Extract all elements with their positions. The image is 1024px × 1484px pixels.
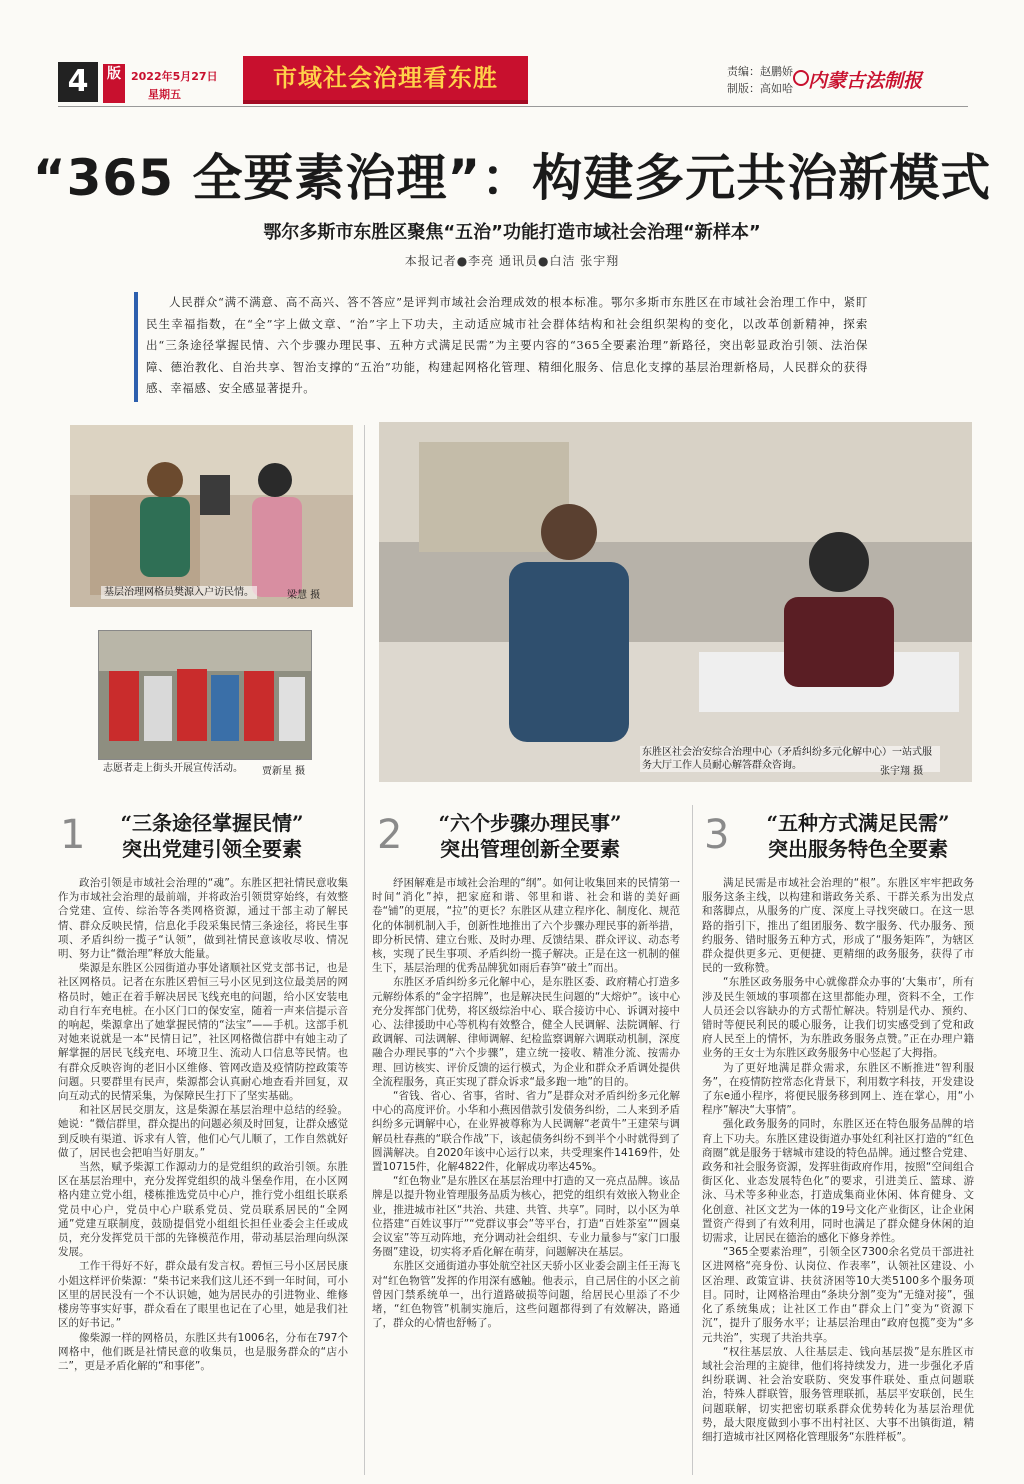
paragraph: 政治引领是市域社会治理的“魂”。东胜区把社情民意收集作为市域社会治理的最前端，并将政治引领贯穿始终，有效整合党建、宣传、综治等各类网格资源，通过干部主动了解民情、群众反映民情，信息化手段采集民情三条途径，将民生事项、矛盾纠纷一揽子“认领”，做到社情民意该收尽收、情况明、努力让“微治理”释放大能量。 — [58, 877, 348, 961]
article-title: “365 全要素治理”：构建多元共治新模式 — [32, 149, 992, 207]
newspaper-logo-icon — [793, 70, 809, 86]
section-title-line1: “五种方式满足民需” — [766, 811, 950, 835]
section-title-line2: 突出管理创新全要素 — [440, 837, 620, 861]
column-divider — [364, 425, 365, 1475]
header-rule — [58, 106, 968, 107]
photo-credit: 梁慧 摄 — [287, 590, 321, 601]
newspaper-name: 内蒙古法制报 — [808, 70, 923, 92]
photo-caption: 志愿者走上街头开展宣传活动。 — [103, 763, 243, 774]
photo-credit: 张宇翔 摄 — [880, 766, 924, 777]
section-body — [372, 876, 680, 1476]
paragraph: 工作干得好不好，群众最有发言权。碧恒三号小区居民康小姐这样评价柴源：“柴书记来我们这儿还不到一年时间，可小区里的居民没有一个不认识她，她为居民办的引进物业、维修楼房等事实好事，群众看在了眼里也记在了心里，她是我们社区的好书记。” — [58, 1260, 348, 1330]
paragraph: “权往基层放、人往基层走、钱向基层拨”是东胜区市域社会治理的主旋律，他们将持续发力，进一步强化矛盾纠纷联调、社会治安联防、突发事件联处、重点问题联治，特殊人群联管，服务管理联抓，基层平安联创，民生问题联解，切实把密切联系群众优势转化为基层治理优势，最大限度做到小事不出村社区、大事不出镇街道，精细打造城市社区网格化管理服务“东胜样板”。 — [702, 1345, 974, 1443]
photo-volunteers — [98, 630, 312, 760]
article-subtitle: 鄂尔多斯市东胜区聚焦“五治”功能打造市域社会治理“新样本” — [263, 222, 761, 243]
column-divider — [692, 805, 693, 1475]
article-intro: 人民群众“满不满意、高不高兴、答不答应”是评判市域社会治理成效的根本标准。鄂尔多斯市东胜区在市域社会治理工作中，紧盯民生幸福指数，在“全”字上做文章、“治”字上下功夫，主动适应城市社会群体结构和社会组织架构的变化，以改革创新精神，探索出“三条途径掌握民情、六个步骤办理民事、五种方式满足民需”为主要内容的“365全要素治理”新路径，突出彰显政治引领、法治保障、德治教化、自治共享、智治支撑的“五治”功能，构建起网格化管理、精细化服务、信息化支撑的基层治理新格局，人民群众的获得感、幸福感、安全感显著提升。 — [146, 295, 868, 395]
section-title-line1: “三条途径掌握民情” — [120, 811, 304, 835]
editor-credit: 责编：赵鹏娇 — [727, 65, 793, 78]
photo-caption: 东胜区社会治安综合治理中心（矛盾纠纷多元化解中心）一站式服务大厅工作人员耐心解答群众咨询。 — [640, 746, 940, 772]
paragraph: “东胜区政务服务中心就像群众办事的‘大集市’，所有涉及民生领域的事项都在这里都能办理，资料不全，工作人员还会以容缺办的方式帮忙解决。特别是代办、预约、错时等便民利民的暖心服务，让我们切实感受到了党和政府人民至上的情怀，为东胜政务服务点赞。”正在办理户籍业务的王女士为东胜区政务服务中心竖起了大拇指。 — [702, 976, 974, 1060]
paragraph: 像柴源一样的网格员，东胜区共有1006名，分布在797个网格中，他们既是社情民意的收集员，也是服务群众的“店小二”，更是矛盾化解的“和事佬”。 — [58, 1331, 348, 1372]
section-number: 1 — [60, 812, 86, 858]
column-banner: 市域社会治理看东胜 — [243, 56, 528, 104]
section-title-line2: 突出党建引领全要素 — [122, 837, 302, 861]
page-number: 4 — [58, 62, 98, 102]
section-title-line2: 突出服务特色全要素 — [768, 837, 948, 861]
page-label: 版 — [103, 64, 125, 103]
paragraph: 纾困解难是市域社会治理的“纲”。如何让收集回来的民情第一时间“消化”掉，把家庭和谐、邻里和谐、社会和谐的美好画卷“铺”的更展，“拉”的更长？东胜区从建立程序化、制度化、规范化的体制机制入手，创新性地推出了六个步骤办理民事的新举措，即分析民情、建立台账、及时办理、反馈结果、群众评议、动态考核，实现了民生事项、矛盾纠纷一揽子解决。正是在这一机制的催生下，基层治理的优秀品牌犹如雨后春笋“破土”而出。 — [372, 877, 680, 975]
section-title-line1: “六个步骤办理民事” — [438, 811, 622, 835]
paragraph: 东胜区矛盾纠纷多元化解中心，是东胜区委、政府精心打造多元解纷体系的“金字招牌”，也是解决民生问题的“大熔炉”。该中心充分发挥部门优势，将区级综治中心、联合接访中心、诉调对接中心、法律援助中心等机构有效整合，健全人民调解、法院调解、行政调解、司法调解、律师调解、纪检监察调解六调联动机制，深度融合办理民事的“六个步骤”，建立统一接收、精准分流、按需办理、回访核实、评价反馈的运行模式，为企业和群众矛盾调处提供全流程服务，真正实现了群众诉求“最多跑一地”的目的。 — [372, 976, 680, 1088]
paragraph: 当然，赋予柴源工作源动力的是党组织的政治引领。东胜区在基层治理中，充分发挥党组织的战斗堡垒作用，在小区网格内建立党小组，楼栋推选党员中心户，推行党小组组长联系党员中心户，党员中心户联系党员、党员联系居民的“全网通”党建互联制度，鼓励提倡党小组组长担任业委会主任或成员，充分发挥党员干部的先锋模范作用，带动基层治理向纵深发展。 — [58, 1161, 348, 1259]
section-number: 3 — [704, 812, 730, 858]
paragraph: 和社区居民交朋友，这是柴源在基层治理中总结的经验。她说：“微信群里，群众提出的问题必须及时回复，让群众感觉到反映有渠道、诉求有人管，他们心气儿顺了，工作自然就好做了，居民也会把咱当好朋友。” — [58, 1104, 348, 1159]
paragraph: “省钱、省心、省事，省时、省力”是群众对矛盾纠纷多元化解中心的高度评价。小华和小燕因借款引发债务纠纷，二人来到矛盾纠纷多元调解中心，在业界被尊称为人民调解“老黄牛”王建荣与调解员杜春燕的“联合作战”下，该起债务纠纷不到半个小时就得到了圆满解决。自2020年该中心运行以来，共受理案件14169件，处置10715件，化解4822件，化解成功率达45%。 — [372, 1090, 680, 1174]
issue-date: 2022年5月27日 — [131, 70, 218, 83]
paragraph: 满足民需是市域社会治理的“根”。东胜区牢牢把政务服务这条主线，以构建和谐政务关系、干群关系为出发点和落脚点，从服务的广度、深度上寻找突破口。在这一思路的指引下，推出了组团服务、数字服务、代办服务、预约服务、错时服务五种方式，形成了“服务矩阵”，为辖区群众提供更多元、更便捷、更精细的政务服务，获得了市民的一致称赞。 — [702, 877, 974, 975]
producer-credit: 制版：高如哈 — [727, 82, 793, 95]
paragraph: 东胜区交通街道办事处航空社区天骄小区业委会副主任王海飞对“红色物管”发挥的作用深有感触。他表示，自己居住的小区之前曾因门禁系统单一，出行道路破损等问题，给居民心里添了不少堵，“红色物管”机制实施后，这些问题都得到了有效解决，路通了，群众的心情也舒畅了。 — [372, 1260, 680, 1330]
paragraph: 为了更好地满足群众需求，东胜区不断推进“智利服务”，在疫情防控常态化背景下，利用数字科技，开发建设了东e通小程序，将便民服务移到网上、连在掌心，用“小程序”解决“大事情”。 — [702, 1061, 974, 1117]
article-byline: 本报记者●李亮 通讯员●白洁 张宇翔 — [404, 254, 620, 268]
issue-weekday: 星期五 — [148, 88, 181, 101]
photo-caption: 基层治理网格员樊源入户访民情。 — [101, 586, 257, 599]
paragraph: “红色物业”是东胜区在基层治理中打造的又一亮点品牌。该品牌是以提升物业管理服务品质为核心，把党的组织有效嵌入物业企业，推进城市社区“共治、共建、共管、共享”。同时，以小区为单位搭建“百姓议事厅”“党群议事会”等平台，打造“百姓茶室”“圆桌会议室”等互动阵地，充分调动社会组织、专业力量参与“家门口服务圈”建设，切实将矛盾化解在萌芽，问题解决在基层。 — [372, 1175, 680, 1259]
section-body — [702, 876, 974, 1476]
section-number: 2 — [377, 812, 403, 858]
paragraph: “365全要素治理”，引领全区7300余名党员干部进社区进网格“亮身份、认岗位、作表率”，认领社区建设、小区治理、政策宣讲、扶贫济困等10大类5100多个服务项目。同时，让网格治理由“条块分割”变为“无缝对接”，强化了系统集成；让社区工作由“群众上门”变为“资源下沉”，提升了服务水平；让基层治理由“政府包揽”变为“多元共治”，实现了共治共享。 — [702, 1246, 974, 1344]
paragraph: 强化政务服务的同时，东胜区还在特色服务品牌的培育上下功夫。东胜区建设街道办事处红利社区打造的“红色商圈”就是服务于辖城市建设的特色品牌。通过整合党建、政务和社会服务资源，发挥驻街政府作用，按照“空间组合街区化、业态发展特色化”的要求，引进美丘、篮球、游泳、马术等多种业态，打造成集商业休闲、体育健身、文化创意、社区文艺为一体的19号文化产业街区，让企业闲置资产得到了有效利用，同时也满足了群众健身休闲的迫切需求，让居民在德治的感化下修身养性。 — [702, 1118, 974, 1245]
paragraph: 柴源是东胜区公园街道办事处诸顺社区党支部书记，也是社区网格员。记者在东胜区碧恒三号小区见到这位最美居的网格员时，她正在着手解决居民飞线充电的问题，给小区安装电动自行车充电桩。在小区门口的保安室，随着一声来信提示音的响起，柴源拿出了她掌握民情的“法宝”——手机。这部手机对她来说就是一本“民情日记”，社区网格微信群中有她主动了解掌握的居民飞线充电、环境卫生、流动人口信息等民情。也有群众反映咨询的老旧小区维修、管网改造及疫情防控政策等问题。只要群里有民声，柴源都会认真耐心地查看并回复，双向互动式的民情采集，为保障民生打下了坚实基础。 — [58, 962, 348, 1103]
photo-home-visit — [70, 425, 353, 607]
photo-credit: 贾新星 摄 — [262, 766, 306, 777]
photo-service-hall — [379, 422, 972, 782]
section-body — [58, 876, 348, 1476]
intro-accent-bar — [134, 292, 138, 402]
